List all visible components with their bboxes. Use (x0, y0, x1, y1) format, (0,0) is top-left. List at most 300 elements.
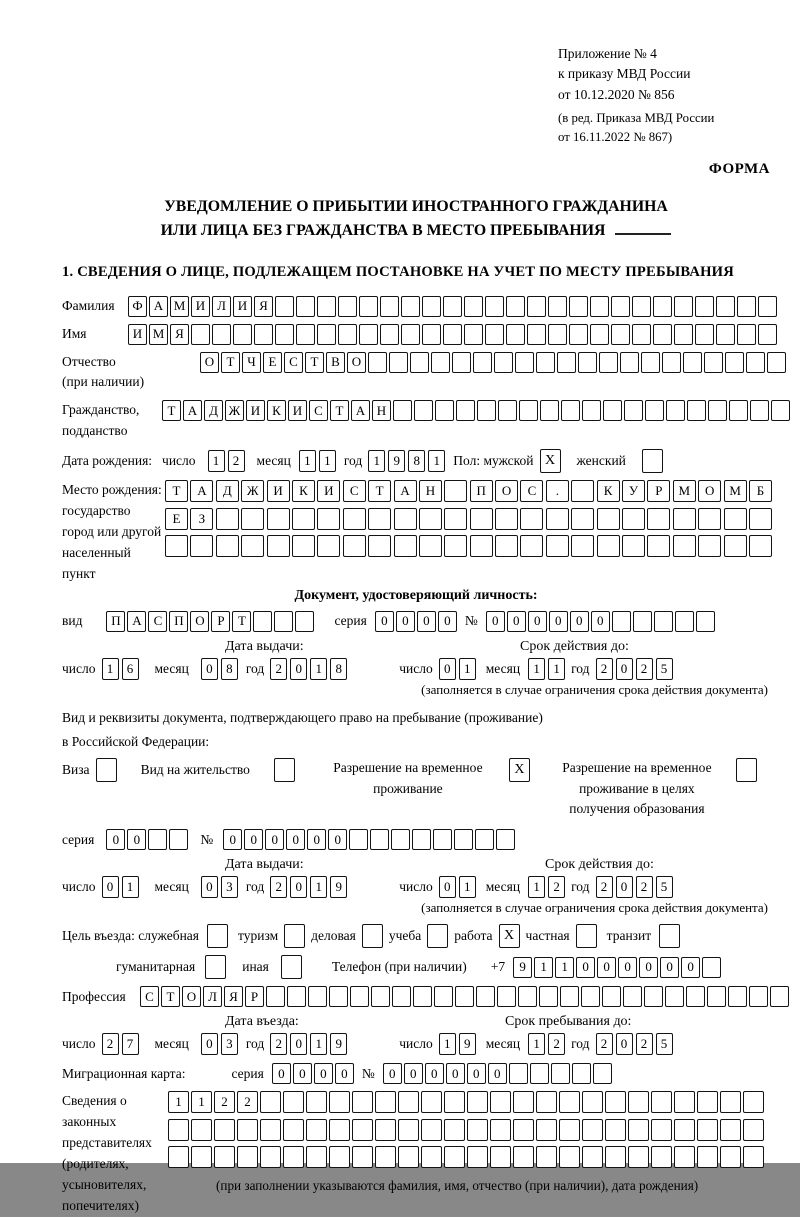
char-cell[interactable] (352, 1146, 373, 1168)
char-cell[interactable]: 6 (122, 658, 139, 680)
char-cell[interactable] (329, 986, 348, 1007)
char-cell[interactable]: 2 (102, 1033, 119, 1055)
char-cell[interactable] (716, 296, 735, 317)
doc-issue-day[interactable] (102, 658, 139, 680)
char-cell[interactable] (485, 296, 504, 317)
char-cell[interactable]: 0 (618, 957, 637, 978)
char-cell[interactable] (393, 400, 412, 421)
rvp-education-checkbox[interactable] (736, 758, 757, 782)
char-cell[interactable]: 2 (548, 876, 565, 898)
char-cell[interactable]: 2 (596, 1033, 613, 1055)
char-cell[interactable] (696, 611, 715, 632)
char-cell[interactable] (260, 1091, 281, 1113)
char-cell[interactable]: М (724, 480, 747, 502)
char-cell[interactable]: 0 (591, 611, 610, 632)
char-cell[interactable]: 0 (223, 829, 242, 850)
char-cell[interactable] (370, 829, 389, 850)
char-cell[interactable]: И (128, 324, 147, 345)
char-cell[interactable]: 1 (528, 876, 545, 898)
char-cell[interactable]: 3 (221, 876, 238, 898)
char-cell[interactable] (253, 611, 272, 632)
char-cell[interactable] (686, 986, 705, 1007)
char-cell[interactable] (647, 508, 670, 530)
char-cell[interactable]: 5 (656, 876, 673, 898)
char-cell[interactable]: 9 (330, 1033, 347, 1055)
char-cell[interactable] (720, 1091, 741, 1113)
char-cell[interactable]: Д (204, 400, 223, 421)
char-cell[interactable] (708, 400, 727, 421)
char-cell[interactable]: 0 (201, 1033, 218, 1055)
char-cell[interactable] (622, 535, 645, 557)
char-cell[interactable] (375, 1119, 396, 1141)
char-cell[interactable]: Р (211, 611, 230, 632)
char-cell[interactable]: 0 (639, 957, 658, 978)
char-cell[interactable]: 0 (616, 658, 633, 680)
char-cell[interactable] (473, 352, 492, 373)
char-cell[interactable] (495, 508, 518, 530)
char-cell[interactable] (306, 1091, 327, 1113)
char-cell[interactable] (559, 1091, 580, 1113)
char-cell[interactable] (582, 1091, 603, 1113)
char-cell[interactable]: 8 (408, 450, 425, 472)
char-cell[interactable]: Ж (225, 400, 244, 421)
char-cell[interactable] (612, 611, 631, 632)
char-cell[interactable] (476, 986, 495, 1007)
char-cell[interactable]: 1 (534, 957, 553, 978)
stay-year[interactable] (596, 1033, 673, 1055)
char-cell[interactable] (214, 1119, 235, 1141)
char-cell[interactable] (421, 1091, 442, 1113)
char-cell[interactable]: 0 (576, 957, 595, 978)
char-cell[interactable] (422, 296, 441, 317)
char-cell[interactable] (641, 352, 660, 373)
char-cell[interactable] (642, 449, 663, 473)
char-cell[interactable] (560, 986, 579, 1007)
char-cell[interactable] (576, 924, 597, 948)
char-cell[interactable] (673, 535, 696, 557)
char-cell[interactable]: Н (372, 400, 391, 421)
char-cell[interactable] (683, 352, 702, 373)
char-cell[interactable] (557, 352, 576, 373)
char-cell[interactable]: 1 (528, 1033, 545, 1055)
char-cell[interactable] (427, 924, 448, 948)
doc-valid-year[interactable] (596, 658, 673, 680)
char-cell[interactable] (368, 352, 387, 373)
char-cell[interactable]: 0 (488, 1063, 507, 1084)
char-cell[interactable] (559, 1146, 580, 1168)
char-cell[interactable] (569, 296, 588, 317)
char-cell[interactable] (530, 1063, 549, 1084)
char-cell[interactable] (455, 986, 474, 1007)
char-cell[interactable]: 0 (127, 829, 146, 850)
doc-issue-month[interactable] (201, 658, 238, 680)
char-cell[interactable] (729, 400, 748, 421)
birthplace-row3-input[interactable] (165, 535, 772, 557)
char-cell[interactable] (632, 324, 651, 345)
char-cell[interactable] (413, 986, 432, 1007)
char-cell[interactable] (467, 1119, 488, 1141)
char-cell[interactable] (456, 400, 475, 421)
char-cell[interactable] (191, 324, 210, 345)
char-cell[interactable] (444, 508, 467, 530)
doc-valid-month[interactable] (528, 658, 565, 680)
char-cell[interactable] (267, 508, 290, 530)
sex-female-checkbox[interactable] (642, 449, 663, 473)
char-cell[interactable]: 1 (459, 658, 476, 680)
char-cell[interactable] (770, 986, 789, 1007)
char-cell[interactable] (485, 324, 504, 345)
birth-day-input[interactable] (208, 450, 245, 472)
char-cell[interactable] (749, 535, 772, 557)
char-cell[interactable]: 2 (596, 658, 613, 680)
char-cell[interactable] (518, 986, 537, 1007)
char-cell[interactable]: 0 (396, 611, 415, 632)
char-cell[interactable]: 0 (417, 611, 436, 632)
char-cell[interactable] (597, 508, 620, 530)
char-cell[interactable]: У (622, 480, 645, 502)
char-cell[interactable]: Т (161, 986, 180, 1007)
residence-valid-year[interactable] (596, 876, 673, 898)
char-cell[interactable]: К (292, 480, 315, 502)
char-cell[interactable]: 0 (486, 611, 505, 632)
residence-permit-checkbox[interactable] (274, 758, 295, 782)
char-cell[interactable] (414, 400, 433, 421)
char-cell[interactable] (443, 296, 462, 317)
char-cell[interactable]: 0 (375, 611, 394, 632)
char-cell[interactable]: 7 (122, 1033, 139, 1055)
representatives-row2-input[interactable] (168, 1119, 764, 1141)
char-cell[interactable]: 0 (507, 611, 526, 632)
char-cell[interactable] (389, 352, 408, 373)
char-cell[interactable]: А (394, 480, 417, 502)
representatives-row3-input[interactable] (168, 1146, 764, 1168)
char-cell[interactable] (380, 324, 399, 345)
char-cell[interactable] (275, 324, 294, 345)
char-cell[interactable] (716, 324, 735, 345)
char-cell[interactable] (623, 986, 642, 1007)
char-cell[interactable] (758, 296, 777, 317)
rvp-checkbox[interactable] (509, 758, 530, 782)
char-cell[interactable] (687, 400, 706, 421)
char-cell[interactable] (674, 324, 693, 345)
char-cell[interactable]: X (540, 449, 561, 473)
char-cell[interactable] (497, 986, 516, 1007)
char-cell[interactable] (771, 400, 790, 421)
char-cell[interactable] (380, 296, 399, 317)
char-cell[interactable]: Т (162, 400, 181, 421)
char-cell[interactable] (168, 1119, 189, 1141)
char-cell[interactable] (651, 1091, 672, 1113)
char-cell[interactable] (292, 508, 315, 530)
char-cell[interactable] (695, 296, 714, 317)
char-cell[interactable]: 0 (570, 611, 589, 632)
char-cell[interactable]: И (267, 480, 290, 502)
char-cell[interactable] (653, 296, 672, 317)
char-cell[interactable]: 0 (439, 658, 456, 680)
char-cell[interactable] (736, 758, 757, 782)
char-cell[interactable] (375, 1091, 396, 1113)
char-cell[interactable] (743, 1119, 764, 1141)
char-cell[interactable] (241, 535, 264, 557)
char-cell[interactable] (519, 400, 538, 421)
char-cell[interactable]: З (190, 508, 213, 530)
char-cell[interactable] (749, 508, 772, 530)
char-cell[interactable]: М (673, 480, 696, 502)
char-cell[interactable] (443, 324, 462, 345)
char-cell[interactable] (758, 324, 777, 345)
residence-issue-day[interactable] (102, 876, 139, 898)
char-cell[interactable]: О (347, 352, 366, 373)
char-cell[interactable]: П (169, 611, 188, 632)
entry-year[interactable] (270, 1033, 347, 1055)
char-cell[interactable] (515, 352, 534, 373)
char-cell[interactable] (419, 508, 442, 530)
char-cell[interactable] (647, 535, 670, 557)
char-cell[interactable] (605, 1146, 626, 1168)
char-cell[interactable]: К (597, 480, 620, 502)
char-cell[interactable] (571, 480, 594, 502)
char-cell[interactable]: Я (224, 986, 243, 1007)
char-cell[interactable]: 9 (330, 876, 347, 898)
char-cell[interactable]: П (106, 611, 125, 632)
phone-input[interactable] (513, 957, 721, 978)
char-cell[interactable]: 5 (656, 1033, 673, 1055)
char-cell[interactable] (190, 535, 213, 557)
char-cell[interactable] (536, 1146, 557, 1168)
char-cell[interactable] (571, 535, 594, 557)
char-cell[interactable] (548, 324, 567, 345)
char-cell[interactable]: 1 (528, 658, 545, 680)
char-cell[interactable] (546, 535, 569, 557)
purpose-private-checkbox[interactable] (576, 924, 597, 948)
char-cell[interactable] (539, 986, 558, 1007)
char-cell[interactable] (605, 1091, 626, 1113)
char-cell[interactable] (283, 1119, 304, 1141)
char-cell[interactable] (673, 508, 696, 530)
char-cell[interactable] (216, 535, 239, 557)
char-cell[interactable]: 0 (597, 957, 616, 978)
char-cell[interactable] (559, 1119, 580, 1141)
char-cell[interactable]: 1 (310, 658, 327, 680)
birthplace-row1-input[interactable] (165, 480, 772, 502)
char-cell[interactable] (644, 986, 663, 1007)
char-cell[interactable] (352, 1119, 373, 1141)
char-cell[interactable] (749, 986, 768, 1007)
purpose-business-checkbox[interactable] (362, 924, 383, 948)
char-cell[interactable] (165, 535, 188, 557)
char-cell[interactable]: Л (212, 296, 231, 317)
char-cell[interactable] (546, 508, 569, 530)
char-cell[interactable] (611, 324, 630, 345)
char-cell[interactable] (241, 508, 264, 530)
char-cell[interactable] (306, 1146, 327, 1168)
char-cell[interactable] (728, 986, 747, 1007)
char-cell[interactable]: Т (221, 352, 240, 373)
char-cell[interactable]: И (317, 480, 340, 502)
char-cell[interactable] (148, 829, 167, 850)
char-cell[interactable] (513, 1146, 534, 1168)
char-cell[interactable] (603, 400, 622, 421)
char-cell[interactable] (283, 1091, 304, 1113)
migration-number-input[interactable] (383, 1063, 612, 1084)
char-cell[interactable]: А (183, 400, 202, 421)
char-cell[interactable] (267, 535, 290, 557)
char-cell[interactable] (651, 1119, 672, 1141)
char-cell[interactable] (168, 1146, 189, 1168)
char-cell[interactable]: К (267, 400, 286, 421)
char-cell[interactable]: 1 (439, 1033, 456, 1055)
doc-issue-year[interactable] (270, 658, 347, 680)
purpose-tourism-checkbox[interactable] (284, 924, 305, 948)
doc-type-input[interactable] (106, 611, 314, 632)
char-cell[interactable] (421, 1146, 442, 1168)
residence-valid-day[interactable] (439, 876, 476, 898)
char-cell[interactable] (674, 296, 693, 317)
char-cell[interactable] (444, 480, 467, 502)
char-cell[interactable]: Е (263, 352, 282, 373)
char-cell[interactable] (611, 296, 630, 317)
char-cell[interactable] (506, 296, 525, 317)
char-cell[interactable]: В (326, 352, 345, 373)
doc-valid-day[interactable] (439, 658, 476, 680)
char-cell[interactable]: 0 (681, 957, 700, 978)
char-cell[interactable] (296, 296, 315, 317)
char-cell[interactable] (292, 535, 315, 557)
char-cell[interactable] (266, 986, 285, 1007)
char-cell[interactable] (433, 829, 452, 850)
char-cell[interactable] (674, 1146, 695, 1168)
char-cell[interactable] (401, 296, 420, 317)
char-cell[interactable] (329, 1091, 350, 1113)
char-cell[interactable] (470, 535, 493, 557)
char-cell[interactable]: 0 (286, 829, 305, 850)
char-cell[interactable]: 1 (191, 1091, 212, 1113)
char-cell[interactable] (597, 535, 620, 557)
char-cell[interactable] (329, 1146, 350, 1168)
char-cell[interactable] (724, 535, 747, 557)
char-cell[interactable]: 0 (102, 876, 119, 898)
char-cell[interactable] (317, 296, 336, 317)
char-cell[interactable] (454, 829, 473, 850)
char-cell[interactable] (548, 296, 567, 317)
char-cell[interactable] (659, 924, 680, 948)
char-cell[interactable] (477, 400, 496, 421)
purpose-transit-checkbox[interactable] (659, 924, 680, 948)
char-cell[interactable] (284, 924, 305, 948)
char-cell[interactable] (359, 296, 378, 317)
char-cell[interactable] (435, 400, 454, 421)
char-cell[interactable] (398, 1119, 419, 1141)
char-cell[interactable]: 0 (438, 611, 457, 632)
char-cell[interactable]: 0 (616, 1033, 633, 1055)
char-cell[interactable] (599, 352, 618, 373)
char-cell[interactable]: А (190, 480, 213, 502)
char-cell[interactable] (707, 986, 726, 1007)
char-cell[interactable]: 1 (548, 658, 565, 680)
char-cell[interactable]: 1 (310, 876, 327, 898)
char-cell[interactable] (675, 611, 694, 632)
char-cell[interactable] (698, 508, 721, 530)
char-cell[interactable] (561, 400, 580, 421)
char-cell[interactable]: 8 (330, 658, 347, 680)
char-cell[interactable] (674, 1091, 695, 1113)
char-cell[interactable] (620, 352, 639, 373)
char-cell[interactable]: 0 (404, 1063, 423, 1084)
char-cell[interactable] (490, 1119, 511, 1141)
char-cell[interactable] (571, 508, 594, 530)
char-cell[interactable] (467, 1146, 488, 1168)
char-cell[interactable]: 1 (299, 450, 316, 472)
char-cell[interactable] (540, 400, 559, 421)
entry-month[interactable] (201, 1033, 238, 1055)
char-cell[interactable]: 0 (439, 876, 456, 898)
char-cell[interactable] (662, 352, 681, 373)
char-cell[interactable] (498, 400, 517, 421)
char-cell[interactable]: 2 (237, 1091, 258, 1113)
char-cell[interactable]: Т (232, 611, 251, 632)
birthplace-row2-input[interactable] (165, 508, 772, 530)
char-cell[interactable] (422, 324, 441, 345)
char-cell[interactable] (495, 535, 518, 557)
char-cell[interactable] (295, 611, 314, 632)
char-cell[interactable] (698, 535, 721, 557)
char-cell[interactable] (398, 1091, 419, 1113)
char-cell[interactable] (590, 296, 609, 317)
char-cell[interactable]: . (546, 480, 569, 502)
char-cell[interactable] (431, 352, 450, 373)
char-cell[interactable] (602, 986, 621, 1007)
char-cell[interactable] (509, 1063, 528, 1084)
char-cell[interactable] (444, 1146, 465, 1168)
char-cell[interactable]: С (284, 352, 303, 373)
char-cell[interactable] (695, 324, 714, 345)
char-cell[interactable]: Н (419, 480, 442, 502)
char-cell[interactable] (329, 1119, 350, 1141)
char-cell[interactable] (207, 924, 228, 948)
char-cell[interactable]: 0 (467, 1063, 486, 1084)
char-cell[interactable] (371, 986, 390, 1007)
char-cell[interactable] (743, 1091, 764, 1113)
char-cell[interactable] (490, 1091, 511, 1113)
char-cell[interactable]: 2 (596, 876, 613, 898)
char-cell[interactable]: С (343, 480, 366, 502)
char-cell[interactable]: А (149, 296, 168, 317)
char-cell[interactable]: 0 (290, 658, 307, 680)
char-cell[interactable] (605, 1119, 626, 1141)
residence-number-input[interactable] (223, 829, 515, 850)
char-cell[interactable] (394, 535, 417, 557)
char-cell[interactable]: 1 (168, 1091, 189, 1113)
char-cell[interactable]: Ж (241, 480, 264, 502)
char-cell[interactable]: 2 (270, 1033, 287, 1055)
char-cell[interactable] (496, 829, 515, 850)
char-cell[interactable] (421, 1119, 442, 1141)
char-cell[interactable]: Т (330, 400, 349, 421)
char-cell[interactable] (434, 986, 453, 1007)
char-cell[interactable]: 2 (228, 450, 245, 472)
char-cell[interactable]: Т (368, 480, 391, 502)
char-cell[interactable]: 0 (660, 957, 679, 978)
char-cell[interactable] (572, 1063, 591, 1084)
char-cell[interactable] (368, 508, 391, 530)
residence-issue-year[interactable] (270, 876, 347, 898)
char-cell[interactable] (536, 1119, 557, 1141)
char-cell[interactable]: С (309, 400, 328, 421)
char-cell[interactable]: Т (165, 480, 188, 502)
char-cell[interactable]: Р (647, 480, 670, 502)
purpose-official-checkbox[interactable] (207, 924, 228, 948)
sex-male-checkbox[interactable] (540, 449, 561, 473)
